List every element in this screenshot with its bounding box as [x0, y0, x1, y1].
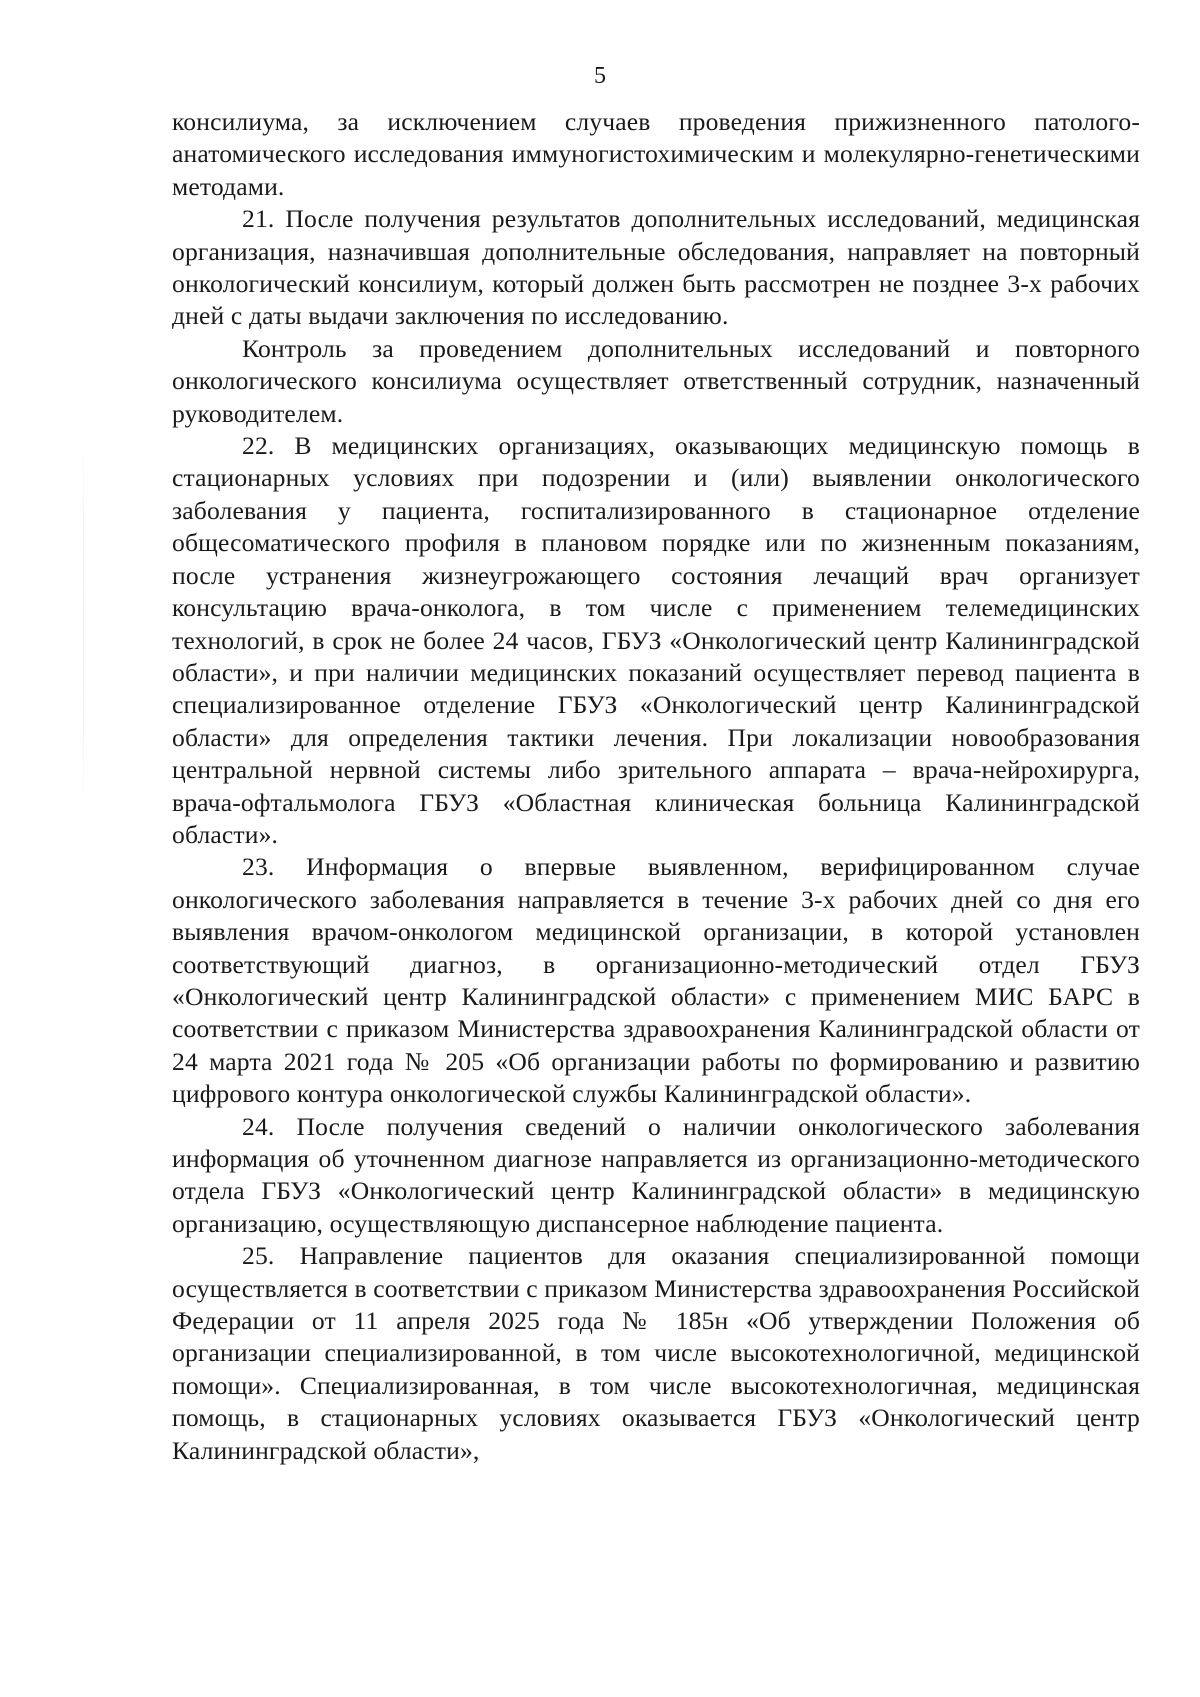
document-body — [172, 106, 1140, 1467]
page-number: 5 — [594, 63, 606, 89]
paragraph-item-22: 22. В медицинских организациях, оказывающих медицинскую помощь в стационарных условиях при подозрении и (или) выявлении онкологического заболевания у пациента, госпитализированного в стационарное отделение общесоматического профиля в плановом порядке или по жизненным показаниям, после устранения жизнеугрожающего состояния лечащий врач организует консультацию врача-онколога, в том числе с применением телемедицинских технологий, в срок не более 24 часов, ГБУЗ «Онкологический центр Калининградской области», и при наличии медицинских показаний осуществляет перевод пациента в специализированное отделение ГБУЗ «Онкологический центр Калининградской области» для определения тактики лечения. При локализации новообразования центральной нервной системы либо зрительного аппарата – врача-нейрохирурга, врача-офтальмолога ГБУЗ «Областная клиническая больница Калининградской области». — [172, 431, 1140, 849]
paragraph-item-25: 25. Направление пациентов для оказания специализированной помощи осуществляется в соответствии с приказом Министерства здравоохранения Российской Федерации от 11 апреля 2025 года № 185н «Об утверждении Положения об организации специализированной, в том числе высокотехнологичной, медицинской помощи». Специализированная, в том числе высокотехнологичная, медицинская помощь, в стационарных условиях оказывается ГБУЗ «Онкологический центр Калининградской области», — [172, 1241, 1140, 1465]
scan-edge-shadow — [83, 410, 84, 840]
paragraph-control: Контроль за проведением дополнительных исследований и повторного онкологического консилиума осуществляет ответственный сотрудник, назначенный руководителем. — [172, 333, 1140, 428]
paragraph-item-23: 23. Информация о впервые выявленном, верифицированном случае онкологического заболевания направляется в течение 3-х рабочих дней со дня его выявления врачом-онкологом медицинской организации, в которой установлен соответствующий диагноз, в организационно-методический отдел ГБУЗ «Онкологический центр Калининградской области» с применением МИС БАРС в соответствии с приказом Министерства здравоохранения Калининградской области от 24 марта 2021 года № 205 «Об организации работы по формированию и развитию цифрового контура онкологической службы Калининградской области». — [172, 852, 1140, 1109]
paragraph-item-24: 24. После получения сведений о наличии онкологического заболевания информация об уточненном диагнозе направляется из организационно-методического отдела ГБУЗ «Онкологический центр Калининградской области» в медицинскую организацию, осуществляющую диспансерное наблюдение пациента. — [172, 1111, 1140, 1238]
paragraph-item-21: 21. После получения результатов дополнительных исследований, медицинская организация, назначившая дополнительные обследования, направляет на повторный онкологический консилиум, который должен быть рассмотрен не позднее 3-х рабочих дней с даты выдачи заключения по исследованию. — [172, 204, 1140, 331]
paragraph-continuation: консилиума, за исключением случаев проведения прижизненного патолого-анатомического исследования иммуногистохимическим и молекулярно-генетическими методами. — [172, 107, 1140, 201]
